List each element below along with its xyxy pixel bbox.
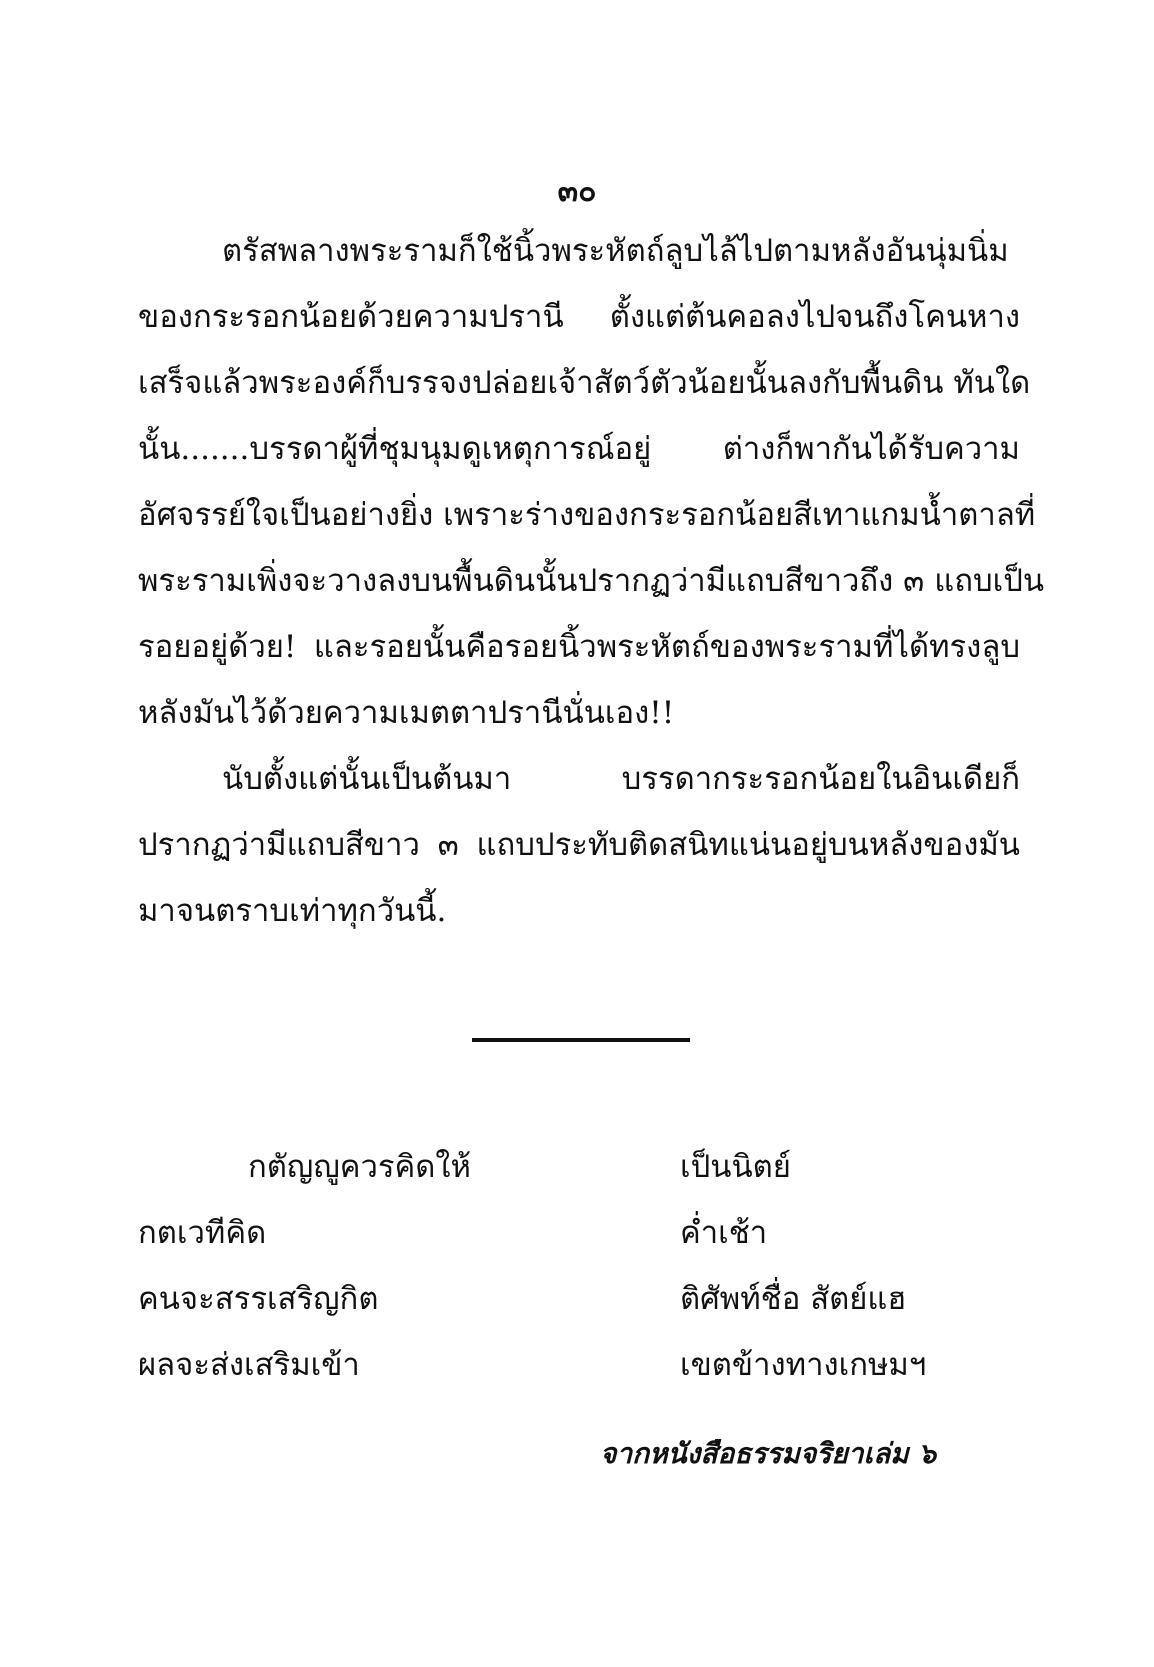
poem-line-left: กตเวทีคิด [138,1215,267,1251]
poem-line-right: เป็นนิตย์ [680,1149,791,1185]
poem-line-right: ติศัพท์ชื่อ สัตย์แฮ [680,1281,907,1317]
paragraph-1-line: เสร็จแล้วพระองค์ก็บรรจงปล่อยเจ้าสัตว์ตัวน้อยนั้นลงกับพื้นดิน ทันใด [138,365,1031,401]
poem-line-left: กตัญญูควรคิดให้ [248,1149,471,1185]
paragraph-1-line: นั้น.......บรรดาผู้ที่ชุมนุมดูเหตุการณ์อยู่ ต่างก็พากันได้รับความ [138,431,1020,467]
poem-line-right: ค่ำเช้า [680,1215,768,1251]
paragraph-1-line: อัศจรรย์ใจเป็นอย่างยิ่ง เพราะร่างของกระรอกน้อยสีเทาแกมน้ำตาลที่ [138,497,1036,533]
page-number: ๓๐ [557,174,597,209]
poem-line-right: เขตข้างทางเกษมฯ [680,1347,927,1383]
paragraph-1-line: รอยอยู่ด้วย! และรอยนั้นคือรอยนิ้วพระหัตถ์ของพระรามที่ได้ทรงลูบ [138,629,1020,665]
paragraph-1-line: หลังมันไว้ด้วยความเมตตาปรานีนั่นเอง!! [138,695,675,731]
section-divider [472,1038,690,1042]
paragraph-2-line: นับตั้งแต่นั้นเป็นต้นมา บรรดากระรอกน้อยในอินเดียก็ [222,761,1020,797]
poem-line-left: ผลจะส่งเสริมเข้า [138,1347,360,1383]
source-citation: จากหนังสือธรรมจริยาเล่ม ๖ [600,1437,937,1470]
paragraph-1-line: พระรามเพิ่งจะวางลงบนพื้นดินนั้นปรากฏว่ามีแถบสีขาวถึง ๓ แถบเป็น [138,563,1045,599]
paragraph-1-line: ของกระรอกน้อยด้วยความปรานี ตั้งแต่ต้นคอลงไปจนถึงโคนหาง [138,299,1020,335]
paragraph-1-line: ตรัสพลางพระรามก็ใช้นิ้วพระหัตถ์ลูบไล้ไปตามหลังอันนุ่มนิ่ม [222,233,1009,269]
paragraph-2-line: ปรากฏว่ามีแถบสีขาว ๓ แถบประทับติดสนิทแน่นอยู่บนหลังของมัน [138,827,1020,863]
poem-line-left: คนจะสรรเสริญกิต [138,1281,379,1317]
paragraph-2-line: มาจนตราบเท่าทุกวันนี้. [138,893,447,929]
